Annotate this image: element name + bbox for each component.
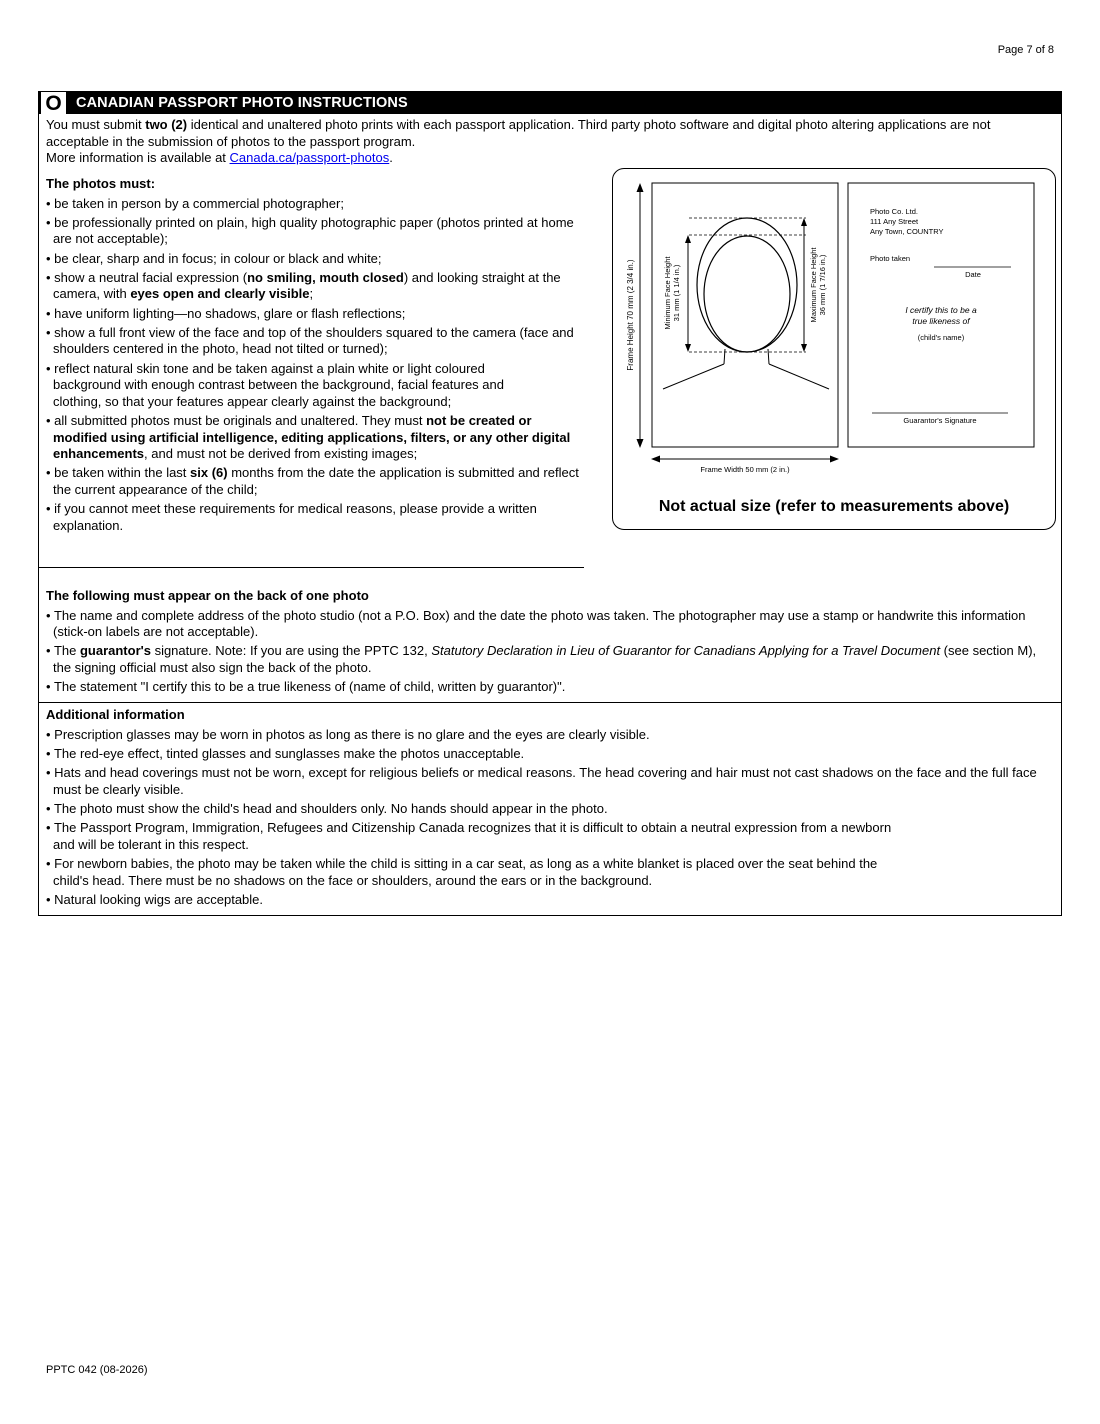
studio-name: Photo Co. Ltd. xyxy=(870,206,918,216)
list-item: • Natural looking wigs are acceptable. xyxy=(46,892,1055,909)
item-bold: no smiling, mouth closed xyxy=(247,269,404,285)
childs-name-label: (child's name) xyxy=(917,332,965,342)
item-text: ; xyxy=(309,286,314,302)
diagram-caption: Not actual size (refer to measurements above) xyxy=(658,497,1010,515)
studio-street: 111 Any Street xyxy=(870,216,919,226)
min-face-oval xyxy=(704,236,790,352)
list-item: • be clear, sharp and in focus; in colour or black and white; xyxy=(46,251,584,268)
list-item: • be professionally printed on plain, high quality photographic paper (photos printed at home are not acceptable); xyxy=(46,215,584,248)
item-text: (see section M), the signing official must also sign the back of the photo. xyxy=(53,643,1037,675)
item-text: months from the date the application is submitted and reflect the current appearance of the child; xyxy=(53,465,579,497)
passport-photos-link[interactable]: Canada.ca/passport-photos xyxy=(229,150,390,165)
studio-city: Any Town, COUNTRY xyxy=(870,226,944,236)
list-item: • have uniform lighting—no shadows, glare or flash reflections; xyxy=(46,306,584,323)
form-code-footer: PPTC 042 (08-2026) xyxy=(46,1364,148,1376)
min-face-label-2: 31 mm (1 1/4 in.) xyxy=(672,264,681,321)
certify-line-1: I certify this to be a xyxy=(905,304,977,315)
additional-info-list xyxy=(46,727,1055,909)
min-face-label-1: Minimum Face Height xyxy=(663,256,672,329)
frame-width-label: Frame Width 50 mm (2 in.) xyxy=(700,464,790,474)
list-item: • show a full front view of the face and top of the shoulders squared to the camera (face and shoulders centered in the photo, head not tilted or turned); xyxy=(46,325,584,358)
list-item: • The red-eye effect, tinted glasses and sunglasses make the photos unacceptable. xyxy=(46,746,1055,763)
photos-must-heading: The photos must: xyxy=(46,175,156,191)
section-letter: O xyxy=(41,92,66,114)
max-face-label-1: Maximum Face Height xyxy=(809,246,818,323)
back-of-photo-list xyxy=(46,608,1055,696)
intro-paragraph xyxy=(46,117,1055,150)
more-info-line xyxy=(46,150,1055,167)
item-text: show a neutral facial expression ( xyxy=(54,269,248,285)
more-info-period: . xyxy=(389,150,393,165)
arrow-head-icon xyxy=(685,344,691,352)
arrow-head-icon xyxy=(830,455,839,462)
neck-left xyxy=(724,349,725,364)
list-item xyxy=(46,465,584,498)
item-bold: eyes open and clearly visible xyxy=(130,286,310,302)
list-item: • The statement "I certify this to be a true likeness of (name of child, written by guarantor)". xyxy=(46,679,1055,696)
photos-must-list xyxy=(46,196,584,535)
section-title: CANADIAN PASSPORT PHOTO INSTRUCTIONS xyxy=(76,95,408,111)
date-label: Date xyxy=(965,269,981,279)
left-column-divider xyxy=(39,567,584,568)
shoulder-right xyxy=(769,364,829,389)
list-item xyxy=(46,413,584,463)
item-bold: not be created or modified using artificial intelligence, editing applications, filters, or any other digital enhancements xyxy=(53,413,571,462)
list-item: • if you cannot meet these requirements for medical reasons, please provide a written explanation. xyxy=(46,501,584,534)
section-header xyxy=(39,92,1061,114)
list-item: • reflect natural skin tone and be taken against a plain white or light coloured background with enough contrast between the background, facial features and clothing, so that your features appear clearly against the background; xyxy=(46,361,584,411)
photos-must-area xyxy=(39,167,1061,586)
item-text: The xyxy=(53,643,80,659)
list-item: • The Passport Program, Immigration, Refugees and Citizenship Canada recognizes that it is difficult to obtain a neutral expression from a newborn and will be tolerant in this respect. xyxy=(46,820,1055,853)
item-text: all submitted photos must be originals and unaltered. They must xyxy=(54,413,427,429)
list-item: • The name and complete address of the photo studio (not a P.O. Box) and the date the photo was taken. The photographer may use a stamp or handwrite this information (stick-on labels are not acceptable). xyxy=(46,608,1055,641)
list-item: • For newborn babies, the photo may be taken while the child is sitting in a car seat, as long as a white blanket is placed over the seat behind the child's head. There must be no shadows on the face or shoulders, around the ears or in the background. xyxy=(46,856,1055,889)
item-bold: guarantor's xyxy=(79,643,151,659)
arrow-head-icon xyxy=(637,183,644,192)
max-face-oval xyxy=(697,218,797,352)
item-italic: Statutory Declaration in Lieu of Guarantor for Canadians Applying for a Travel Document xyxy=(431,643,941,659)
item-text: be taken within the last xyxy=(54,465,191,481)
photo-diagram xyxy=(612,168,1056,530)
item-text: , and must not be derived from existing images; xyxy=(144,446,418,462)
arrow-head-icon xyxy=(801,218,807,226)
arrow-head-icon xyxy=(637,439,644,448)
frame-height-label: Frame Height 70 mm (2 3/4 in.) xyxy=(626,258,635,371)
additional-info-section xyxy=(39,703,1061,916)
list-item: • Prescription glasses may be worn in photos as long as there is no glare and the eyes are clearly visible. xyxy=(46,727,1055,744)
item-text: signature. Note: If you are using the PPTC 132, xyxy=(150,643,432,659)
intro-text-a: You must submit xyxy=(46,117,146,132)
list-item xyxy=(46,270,584,303)
intro-bold: two (2) xyxy=(145,117,188,132)
arrow-head-icon xyxy=(685,235,691,243)
neck-right xyxy=(768,349,769,364)
list-item: • be taken in person by a commercial photographer; xyxy=(46,196,584,213)
section-o-box xyxy=(38,91,1062,916)
list-item: • The photo must show the child's head and shoulders only. No hands should appear in the photo. xyxy=(46,801,1055,818)
item-text: ) and looking straight at the camera, with xyxy=(53,269,561,302)
intro-text xyxy=(39,114,1061,167)
guarantor-signature-label: Guarantor's Signature xyxy=(903,415,977,425)
arrow-head-icon xyxy=(801,344,807,352)
max-face-label-2: 36 mm (1 7/16 in.) xyxy=(818,254,827,315)
shoulder-left xyxy=(663,364,724,389)
photo-diagram-svg xyxy=(613,169,1057,531)
back-of-photo-heading: The following must appear on the back of one photo xyxy=(46,587,369,603)
photos-must-column xyxy=(39,176,584,537)
arrow-head-icon xyxy=(651,455,660,462)
list-item xyxy=(46,643,1055,676)
more-info-text: More information is available at xyxy=(46,150,230,165)
intro-text-b: identical and unaltered photo prints with each passport application. Third party photo software and digital photo altering applications are not acceptable in the submission of photos to the passport program. xyxy=(46,117,991,149)
back-of-photo-section xyxy=(39,586,1061,702)
photo-taken-label: Photo taken xyxy=(870,253,911,263)
additional-info-heading: Additional information xyxy=(46,706,185,722)
page-number: Page 7 of 8 xyxy=(997,44,1054,56)
list-item: • Hats and head coverings must not be worn, except for religious beliefs or medical reasons. The head covering and hair must not cast shadows on the face and the full face must be clearly visible. xyxy=(46,765,1055,798)
item-bold: six (6) xyxy=(190,465,228,481)
certify-line-2: true likeness of xyxy=(912,315,970,326)
